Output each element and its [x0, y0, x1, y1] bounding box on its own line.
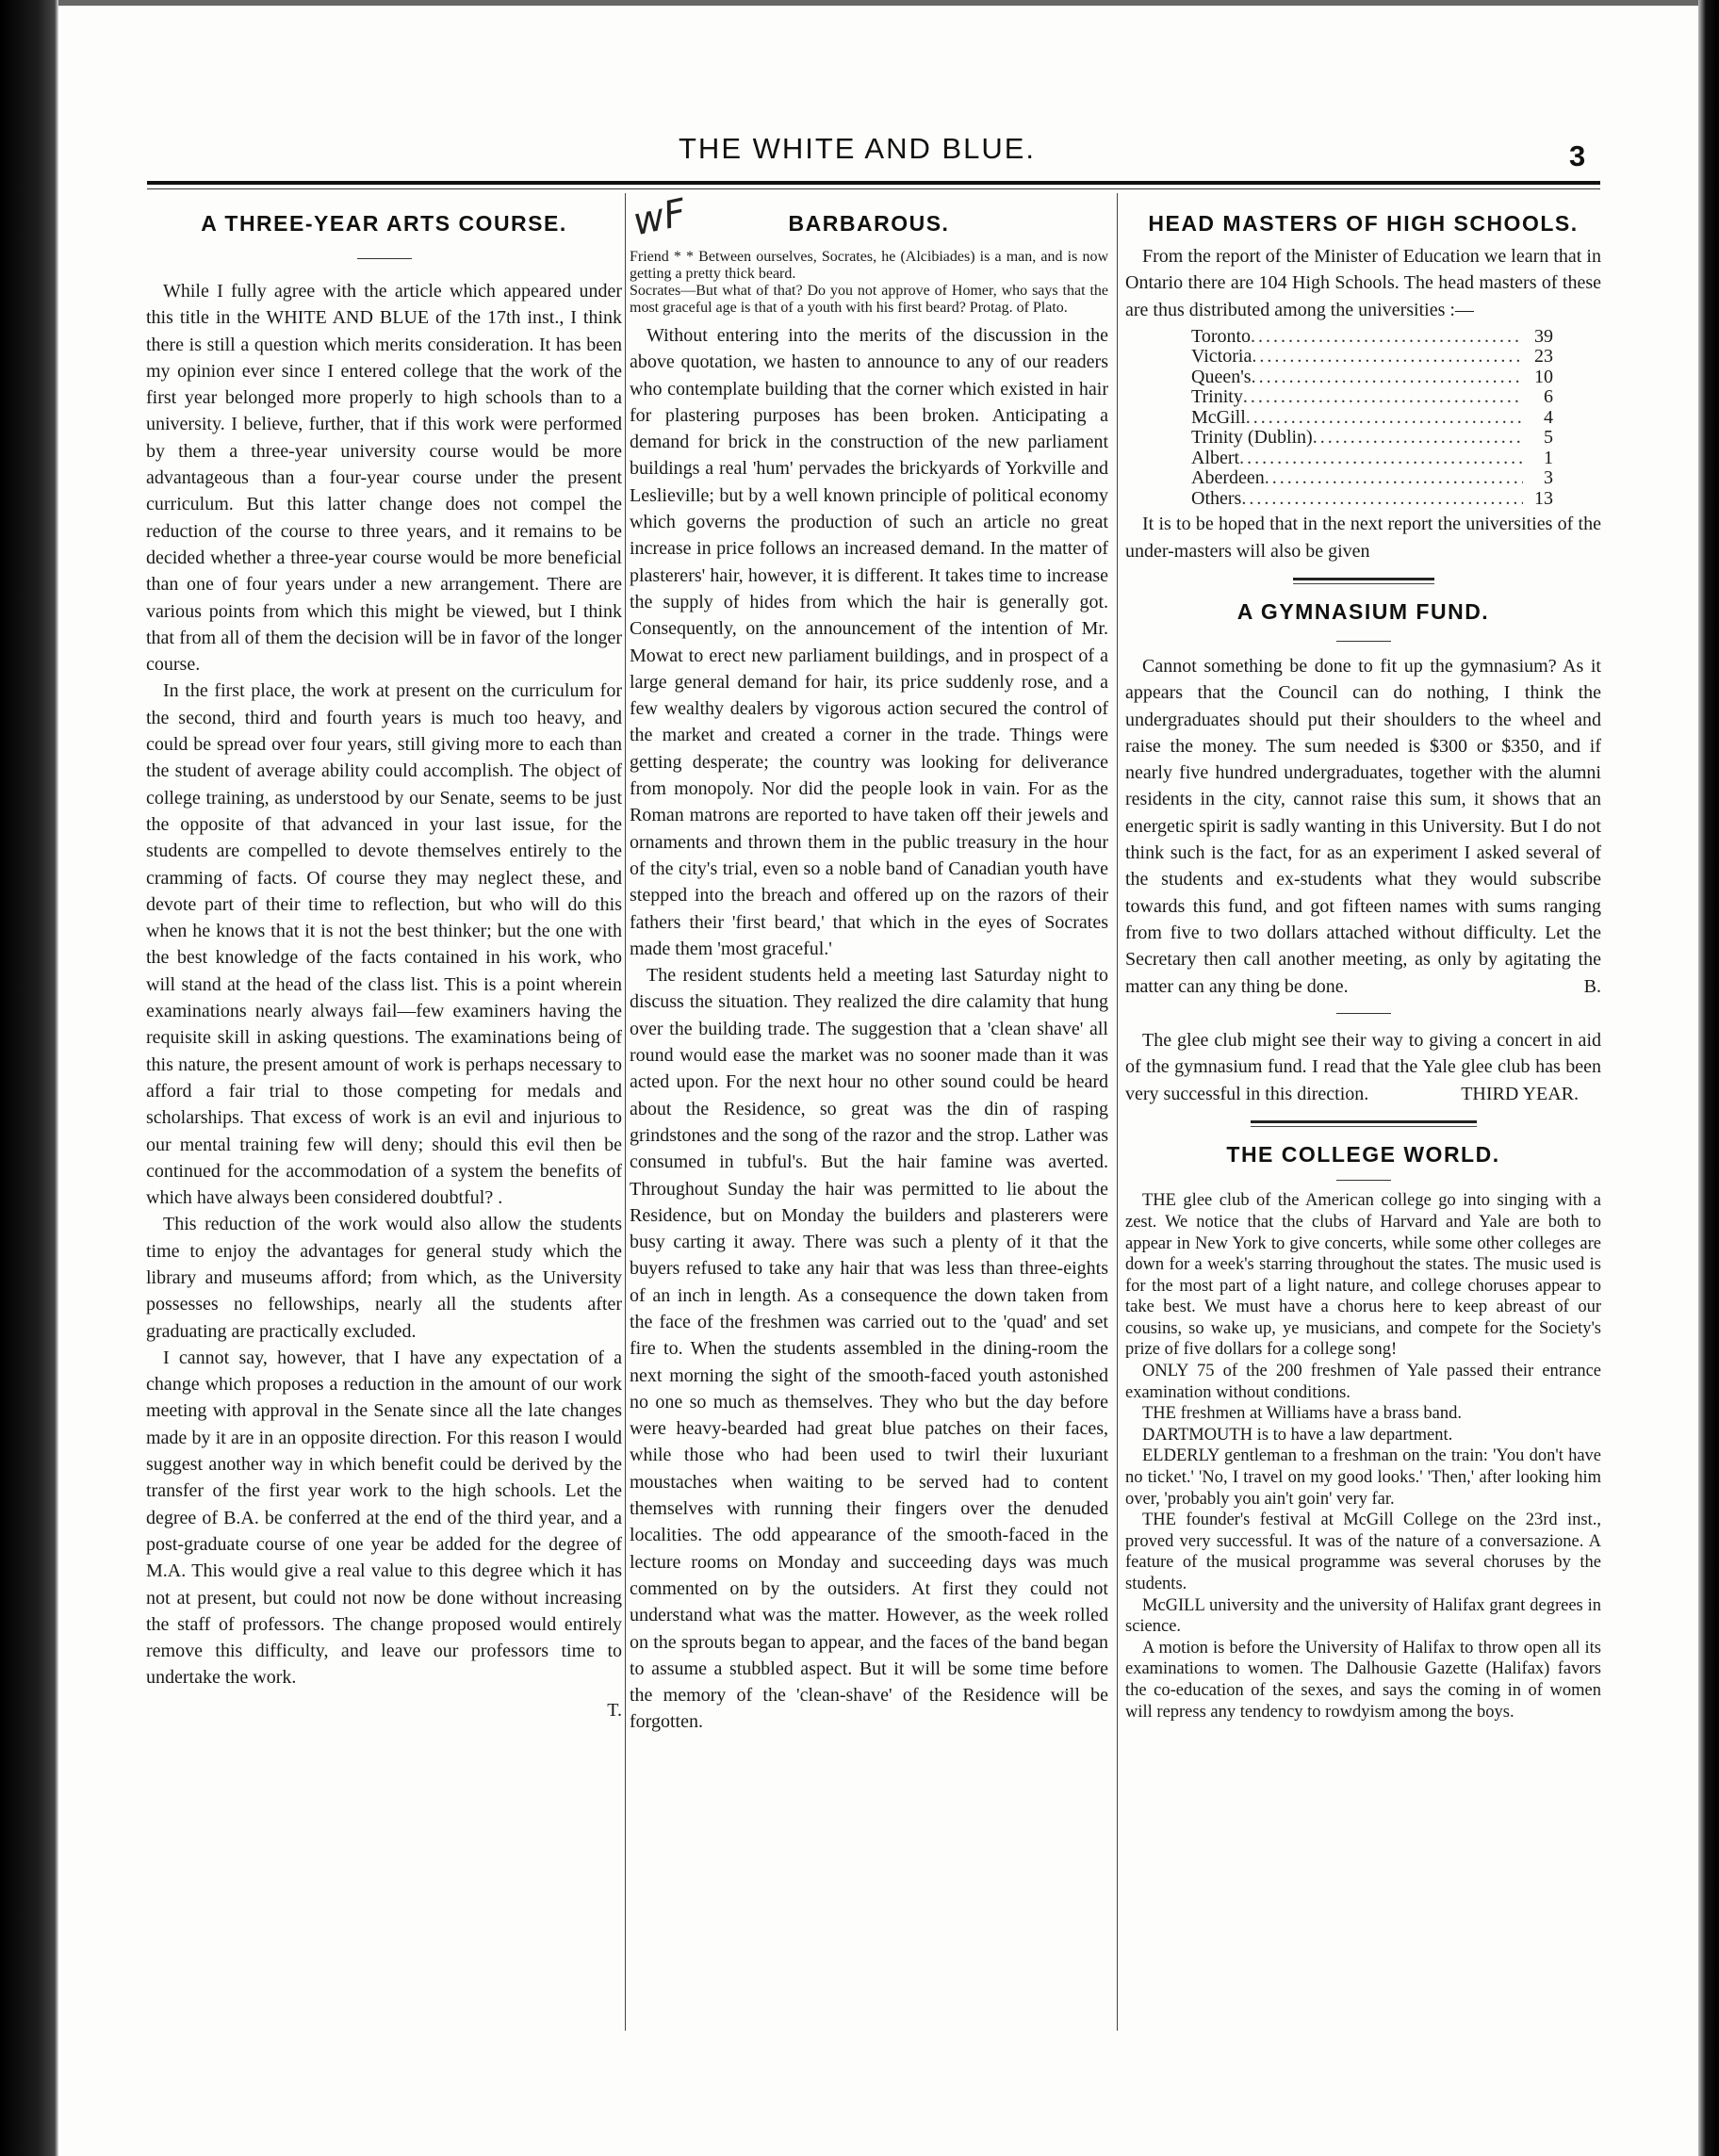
article-paragraph: While I fully agree with the article which appeared under this title in the WHITE AND BLUE of the 17th inst., I think there is still a question which merits consideration. It has been my opinion ever since I entered college that the work of the first year belonged more properly to high schools than to a university. I believe, further, that if this work were performed by them a three-year university course would be more advantageous than a four-year course under the present curriculum. But this latter change does not compel the reduction of the course to three years, and it remains to be decided whether a three-year course would be more beneficial than one of four years under a new arrangement. There are various points from which this might be viewed, but I think that from all of them the decision will be in favor of the longer course. [146, 281, 622, 676]
column-divider-2 [1117, 193, 1118, 2031]
article-heading: A THREE-YEAR ARTS COURSE. [201, 211, 567, 236]
heading-rule [1336, 641, 1391, 642]
scan-left-edge [0, 0, 58, 2156]
epigraph-line: Socrates—But what of that? Do you not approve of Homer, who says that the most graceful age is that of a youth with his first beard? Protag. of Plato. [630, 283, 1108, 316]
article-signature: B. [1583, 975, 1601, 997]
epigraph [630, 249, 1108, 317]
college-news-list [1125, 1190, 1601, 1723]
article-heading: THE COLLEGE WORLD. [1226, 1142, 1500, 1168]
head-masters-table [1125, 327, 1601, 510]
handwritten-mark: wF [629, 190, 690, 245]
article-paragraph: From the report of the Minister of Education we learn that in Ontario there are 104 High Schools. The head masters of these are thus distributed among the universities :— [1125, 246, 1601, 320]
article-paragraph: The resident students held a meeting last Saturday night to discuss the situation. They realized the dire calamity that hung over the building trade. The suggestion that a 'clean shave' all round would ease the market was no sooner made than it was acted upon. For the next hour no other sound could be heard about the Residence, so great was the din of rasping grindstones and the song of the razor and the strop. Lather was consumed in tubful's. But the hair famine was averted. Throughout Sunday the hair was permitted to lie about the Residence, but on Monday the builders and plasterers were busy carting it away. There was such a plenty of it that the buyers refused to take any hair that was less than three-eights of an inch in length. As a consequence the down taken from the face of the freshmen was carried out to the 'quad' and set fire to. When the students assembled in the dining-room the next morning the sight of the smooth-faced youth astonished no one so much as themselves. They who but the day before were heavy-bearded had great blue patches on their faces, while those who had been used to twirl their luxuriant moustaches when waiting to be served had to content themselves with running their fingers over the denuded localities. The odd appearance of the smooth-faced in the lecture rooms on Monday and succeeding days was much commented on by the outsiders. At first they could not understand what was the matter. However, as the week rolled on the sprouts began to appear, and the faces of the band began to assume a stubbled aspect. But it will be some time before the memory of the 'clean-shave' of the Residence will be forgotten. [630, 965, 1108, 1733]
heading-rule [357, 258, 412, 259]
article-signature: THIRD YEAR. [1461, 1084, 1579, 1105]
news-item: THE freshmen at Williams have a brass band. [1142, 1404, 1463, 1424]
table-row: McGill ..... 4 [1191, 408, 1553, 429]
news-item: ONLY 75 of the 200 freshmen of Yale passed their entrance examination without conditions. [1125, 1362, 1601, 1402]
section-rule [1293, 578, 1434, 580]
news-item: A motion is before the University of Halifax to throw open all its examinations to women. The Dalhousie Gazette (Halifax) favors the co-education of the sexes, and says the coming in of women will repress any tendency to rowdyism among the boys. [1125, 1638, 1601, 1722]
article-paragraph: In the first place, the work at present on the curriculum for the second, third and fourth years is much too heavy, and could be spread over four years, still giving more to each than the student of average ability could accomplish. The object of college training, as understood by our Senate, seems to be just the opposite of that advanced in your last issue, for the students are compelled to devote themselves entirely to the cramming of facts. Of course they may neglect these, and devote part of their time to reflection, but who will do this when he knows that it is not the best thinker; but the one with the best knowledge of the facts contained in his work, who will stand at the head of the class list. This is a point wherein examinations nearly always fail—few examiners having the requisite skill in asking questions. The examinations being of this nature, the present amount of work is perhaps necessary to afford a fair trial to those competing for medals and scholarships. That excess of work is an evil and injurious to our mental training few will deny; should this evil then be continued for the accommodation of a system the benefits of which have always been considered doubtful? . [146, 680, 622, 1209]
page-number: 3 [1569, 139, 1586, 172]
masthead-title: THE WHITE AND BLUE. [679, 132, 1037, 165]
article-paragraph: I cannot say, however, that I have any expectation of a change which proposes a reduction in the amount of our work meeting with approval in the Senate since all the late changes made by it are in an opposite direction. For this reason I would suggest another way in which benefit could be derived by the transfer of the first year work to the high schools. Let the degree of B.A. be conferred at the end of the third year, and a post-graduate course of one year be added for the degree of M.A. This would give a real value to this degree which it has not at present, but could not now be done without increasing the staff of professors. The change proposed would entirely remove this difficulty, and leave our professors time to undertake the work. [146, 1347, 622, 1689]
table-row: Trinity (Dublin) ..... 5 [1191, 428, 1553, 449]
masthead-rule-thin [147, 188, 1600, 189]
article-heading: BARBAROUS. [788, 211, 950, 236]
table-row: Victoria ..... 23 [1191, 347, 1553, 368]
news-item: DARTMOUTH is to have a law department. [1142, 1425, 1453, 1445]
table-row: Toronto ..... 39 [1191, 327, 1553, 348]
article-heading: A GYMNASIUM FUND. [1236, 598, 1490, 624]
divider-rule [1336, 1013, 1391, 1014]
section-rule [1251, 1120, 1477, 1123]
table-row: Albert ..... 1 [1191, 449, 1553, 469]
column-divider-1 [625, 193, 626, 2031]
column-right [1125, 196, 1601, 1723]
article-paragraph: Cannot something be done to fit up the gymnasium? As it appears that the Council can do nothing, I think the undergraduates should put their shoulders to the wheel and raise the money. The sum needed is $300 or $350, and if nearly five hundred undergraduates, together with the alumni residents in the city, cannot raise this sum, it shows that an energetic spirit is sadly wanting in this University. But I do not think such is the fact, for as an experiment I asked several of the students and ex-students what they would subscribe towards this fund, and got fifteen names with sums ranging from five to two dollars attached without difficulty. Let the Secretary then call another meeting, as only by agitating the matter can any thing be done. [1125, 655, 1601, 997]
table-row: Others ..... 13 [1191, 489, 1553, 510]
article-paragraph: The glee club might see their way to giving a concert in aid of the gymnasium fund. I read that the Yale glee club has been very successful in this direction. [1125, 1030, 1601, 1104]
news-item: THE glee club of the American college go into singing with a zest. We notice that the clubs of Harvard and Yale are both to appear in New York to give concerts, while some other colleges are down for a week's starring throughout the states. The music used is for the most part of a light nature, and college choruses appear to take best. We must have a chorus here to keep abreast of our cousins, so wake up, ye musicians, and compete for the Society's prize of five dollars for a college song! [1125, 1191, 1601, 1360]
heading-rule [1336, 1180, 1391, 1181]
column-three-year-arts-course [146, 196, 622, 1723]
news-item: ELDERLY gentleman to a freshman on the train: 'You don't have no ticket.' 'No, I travel on my good looks.' 'Then,' after looking him over, 'probably you ain't goin' very far. [1125, 1446, 1601, 1509]
news-item: THE founder's festival at McGill College on the 23rd inst., proved very successful. It was of the nature of a conversazione. A feature of the musical programme was several choruses by the students. [1125, 1511, 1601, 1594]
news-item: McGILL university and the university of Halifax grant degrees in science. [1125, 1595, 1601, 1637]
article-paragraph: This reduction of the work would also allow the students time to enjoy the advantages for general study which the library and museums afford; from which, as the University possesses no fellowships, nearly all the students after graduating are practically excluded. [146, 1214, 622, 1342]
table-row: Trinity ..... 6 [1191, 387, 1553, 408]
epigraph-line: Friend * * Between ourselves, Socrates, he (Alcibiades) is a man, and is now getting a pretty thick beard. [630, 249, 1108, 282]
table-row: Queen's ..... 10 [1191, 368, 1553, 388]
article-heading: HEAD MASTERS OF HIGH SCHOOLS. [1148, 211, 1579, 236]
column-barbarous [630, 196, 1108, 1736]
article-paragraph: It is to be hoped that in the next report the universities of the under-masters will also be given [1125, 514, 1601, 562]
scan-top-edge [58, 0, 1698, 6]
table-row: Aberdeen ..... 3 [1191, 468, 1553, 489]
masthead-rule [147, 181, 1600, 185]
article-signature: T. [607, 1699, 622, 1721]
article-paragraph: Without entering into the merits of the discussion in the above quotation, we hasten to announce to any of our readers who contemplate building that the corner which existed in hair for plastering purposes has been broken. Anticipating a demand for brick in the construction of the new parliament buildings a real 'hum' pervades the brickyards of Yorkville and Leslieville; but by a well known principle of political economy which governs the production of such an article no great increase in price follows an increased demand. In the matter of plasterers' hair, however, it is different. It takes time to increase the supply of hides from which the hair is generally got. Consequently, on the announcement of the intention of Mr. Mowat to erect new parliament buildings, and in prospect of a large general demand for hair, its price suddenly rose, and a few wealthy dealers by vigorous action secured the control of the market and created a corner in the trade. Things were getting desperate; the country was looking for deliverance from monopoly. Nor did the people look in vain. For as the Roman matrons are reported to have taken off their jewels and ornaments and thrown them in the public treasury in the hour of the city's trial, even so a noble band of Canadian youth have stepped into the breach and offered up on the razors of their fathers their 'first beard,' that which in the eyes of Socrates made them 'most graceful.' [630, 325, 1108, 959]
scan-right-edge [1698, 0, 1719, 2156]
